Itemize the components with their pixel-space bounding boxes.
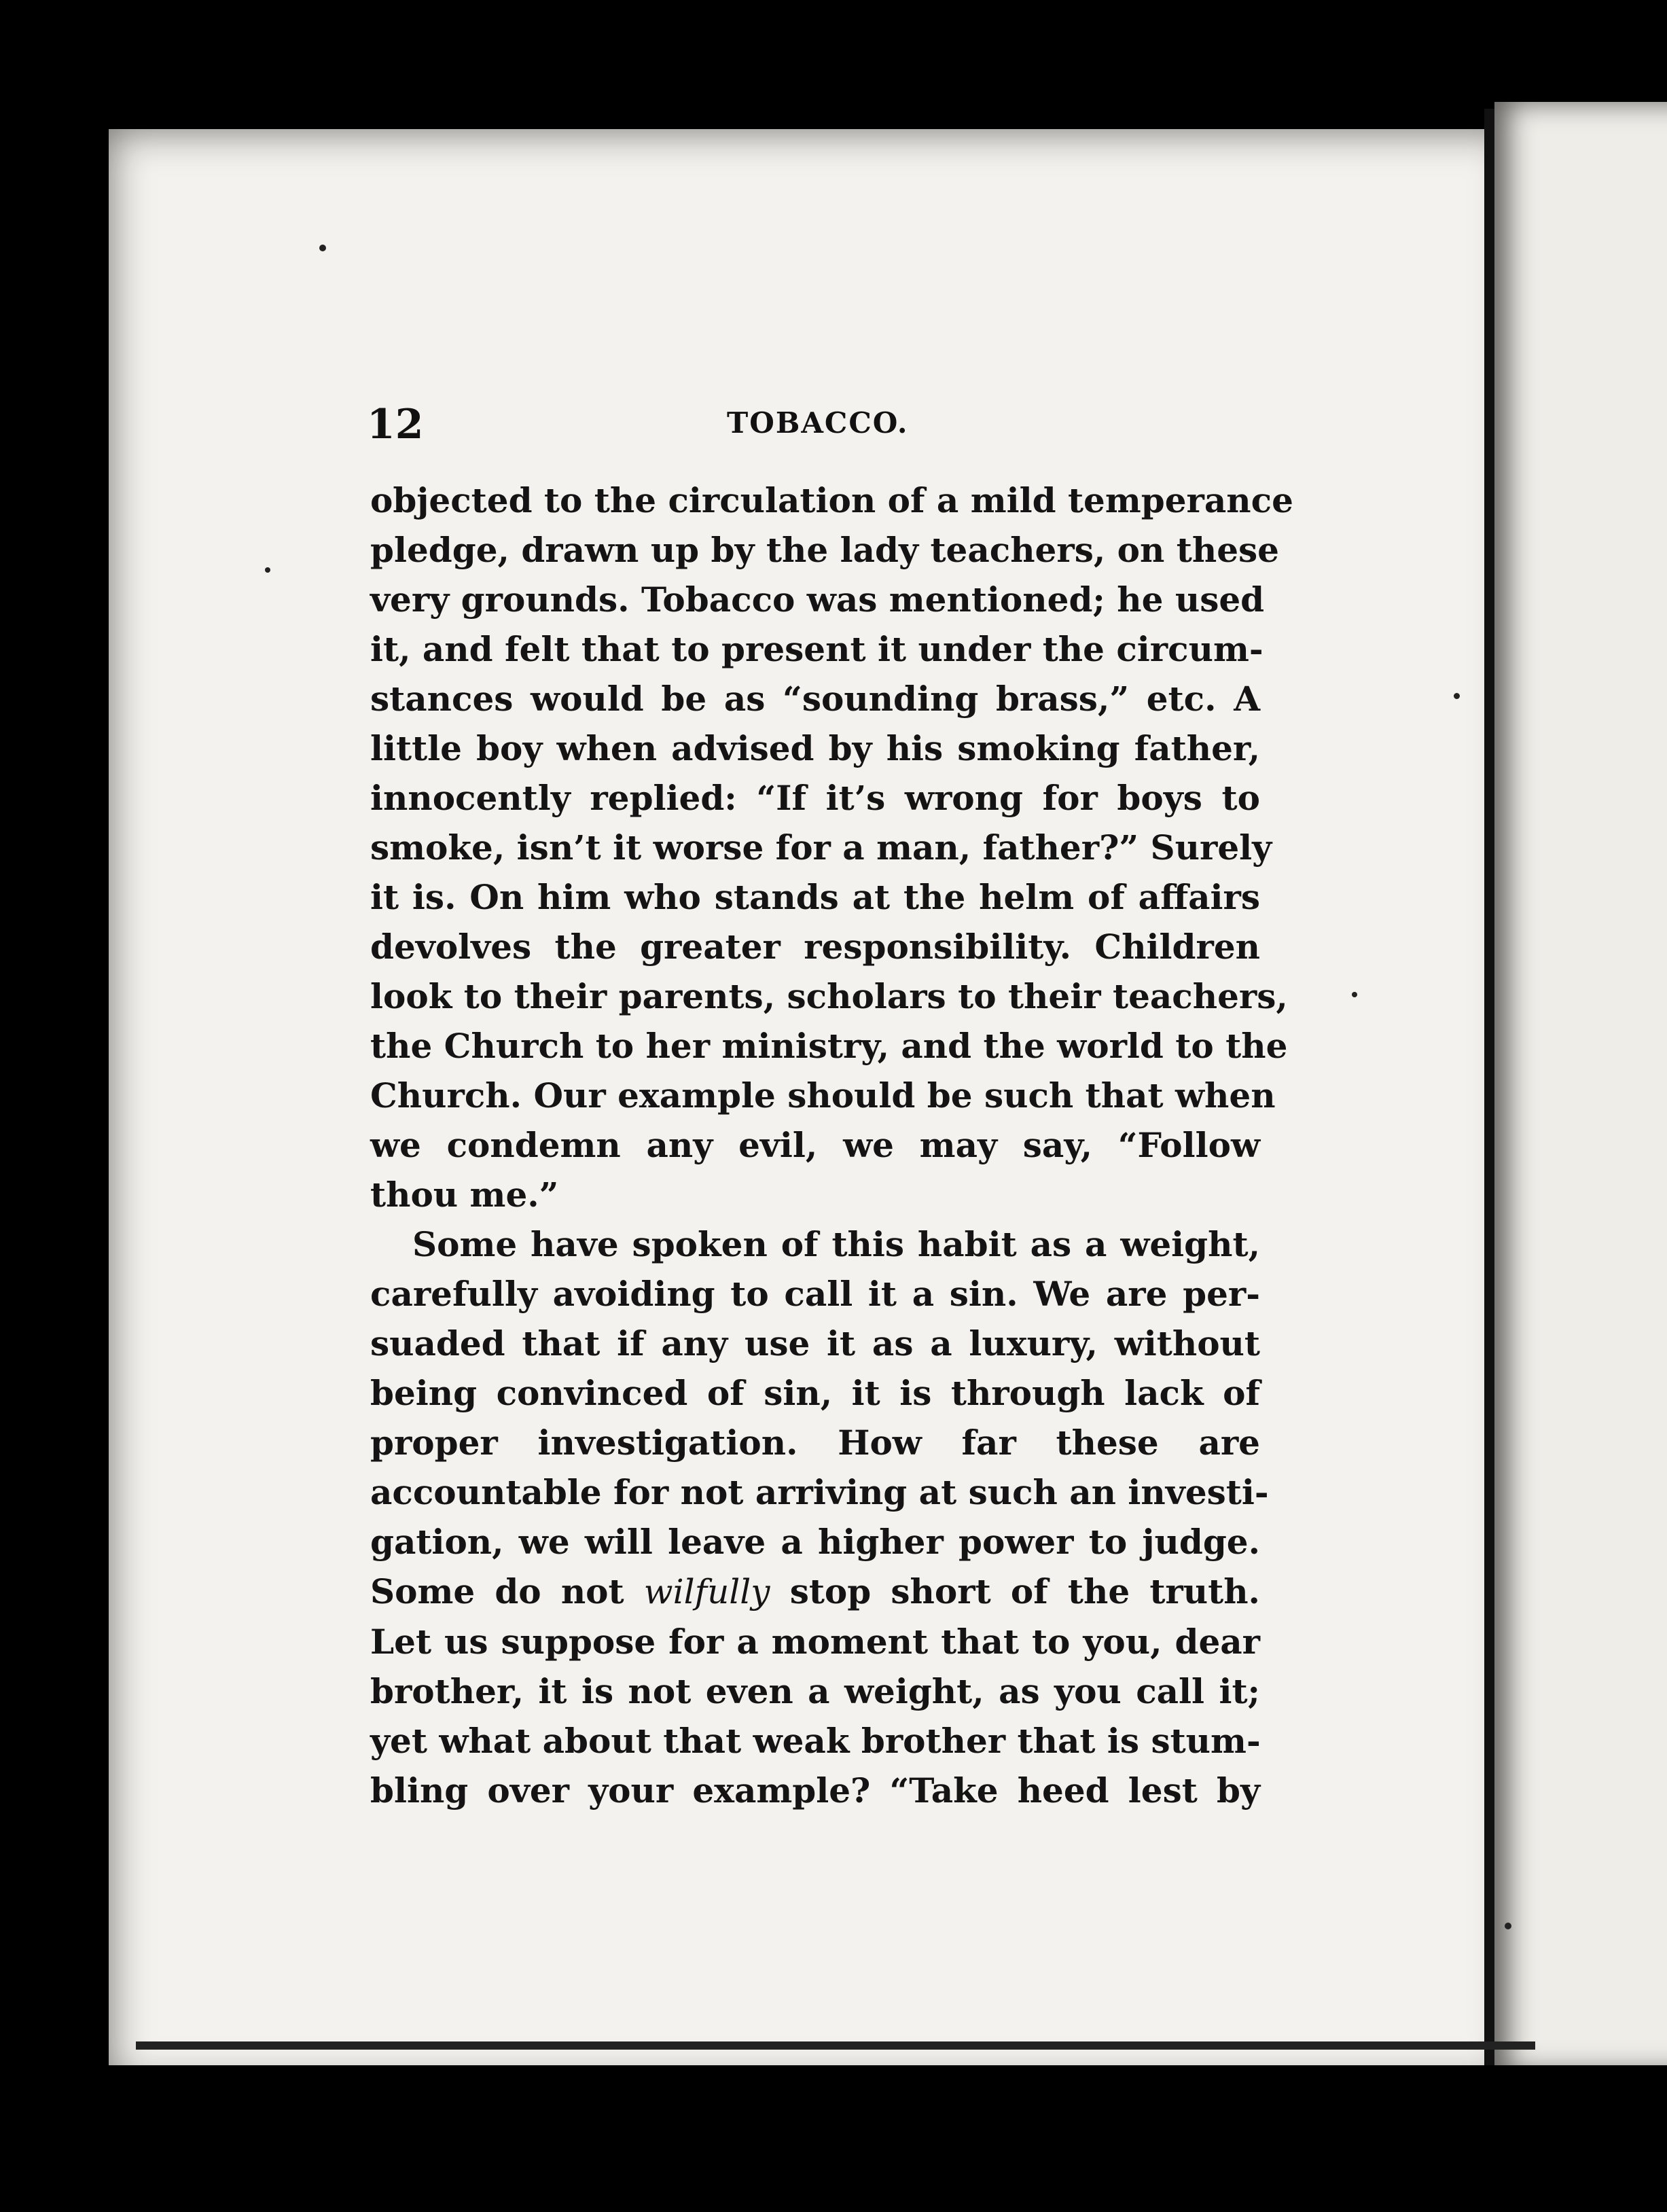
text-line: very grounds. Tobacco was mentioned; he used — [370, 579, 1265, 620]
facing-page-edge — [1494, 102, 1667, 2072]
running-title: TOBACCO. — [727, 406, 909, 440]
text-line: gation, we will leave a higher power to judge. — [370, 1522, 1260, 1562]
text-line: the Church to her ministry, and the world to the — [370, 1026, 1288, 1066]
text-line: it, and felt that to present it under the circum- — [370, 629, 1263, 669]
text-line: it is. On him who stands at the helm of affairs — [370, 877, 1260, 917]
italic-word: wilfully — [643, 1572, 770, 1611]
scan-speck — [265, 567, 270, 573]
paragraph-1 — [370, 476, 1293, 1219]
text-line: stances would be as “sounding brass,” etc. A — [370, 679, 1260, 719]
text-line: Let us suppose for a moment that to you, dear — [370, 1622, 1260, 1662]
scan-speck — [1352, 992, 1357, 997]
text-line: smoke, isn’t it worse for a man, father?” Surely — [370, 827, 1272, 868]
text-line: accountable for not arriving at such an investi- — [370, 1472, 1269, 1512]
text-line: devolves the greater responsibility. Children — [370, 927, 1260, 967]
text-line: proper investigation. How far these are — [370, 1423, 1260, 1463]
text-line: look to their parents, scholars to their teachers, — [370, 976, 1288, 1016]
text-line: innocently replied: “If it’s wrong for boys to — [370, 778, 1260, 818]
text-fragment: stop short of the truth. — [789, 1571, 1260, 1611]
text-fragment: Some do not — [370, 1571, 624, 1611]
scan-speck — [1505, 1923, 1511, 1929]
text-line: bling over your example? “Take heed lest by — [370, 1770, 1260, 1810]
page-bottom-edge — [136, 2041, 1535, 2050]
scan-speck — [319, 245, 326, 251]
text-line: suaded that if any use it as a luxury, without — [370, 1323, 1260, 1363]
text-line: brother, it is not even a weight, as you call it; — [370, 1671, 1260, 1711]
text-line-with-italic — [370, 1567, 1260, 1617]
text-line: being convinced of sin, it is through lack of — [370, 1373, 1260, 1413]
body-text — [370, 476, 1293, 1815]
text-line: thou me.” — [370, 1175, 559, 1215]
text-line: yet what about that weak brother that is stum- — [370, 1721, 1261, 1761]
scan-speck — [1454, 693, 1460, 699]
text-line: Some have spoken of this habit as a weight, — [412, 1224, 1260, 1264]
text-line: objected to the circulation of a mild temperance — [370, 480, 1293, 520]
text-line: little boy when advised by his smoking father, — [370, 728, 1260, 768]
text-line: Church. Our example should be such that when — [370, 1075, 1276, 1116]
text-line: pledge, drawn up by the lady teachers, on these — [370, 530, 1279, 570]
text-line: carefully avoiding to call it a sin. We are per- — [370, 1274, 1260, 1314]
text-line: we condemn any evil, we may say, “Follow — [370, 1125, 1260, 1165]
page-number: 12 — [367, 401, 424, 448]
scan-border — [0, 2065, 1667, 2212]
page-header — [367, 401, 1284, 448]
paragraph-2 — [370, 1219, 1269, 1815]
